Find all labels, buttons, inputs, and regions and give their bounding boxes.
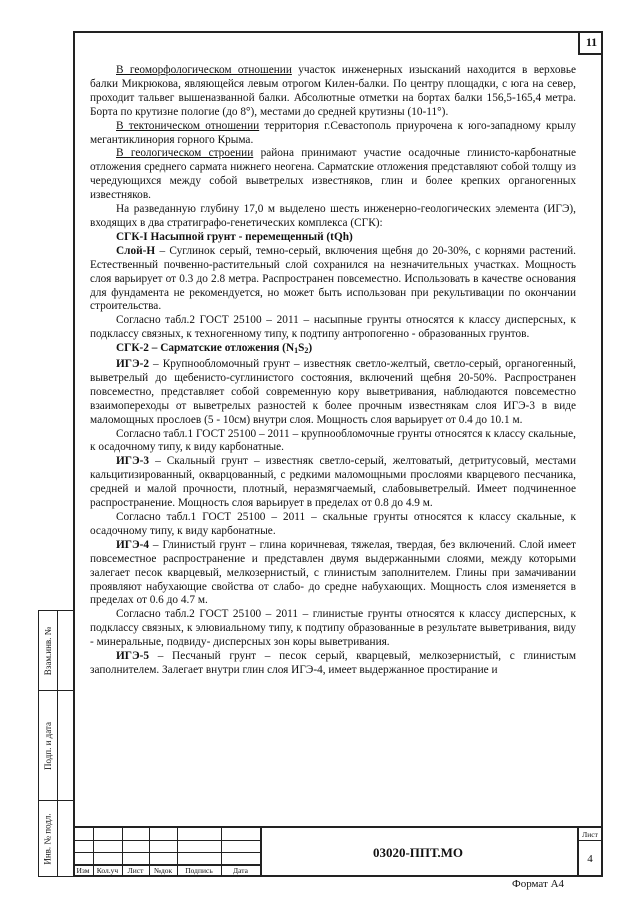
sheet-number: 4 [587,853,593,865]
stamp-label-replacement: Взам.инв. № [43,626,53,676]
heading-text: СГК-2 – Сарматские отложения (N [116,342,295,355]
stamp-label-inventory: Инв. № подл. [43,812,53,865]
paragraph-depth: На разведанную глубину 17,0 м выделено шесть инженерно-геологических элемента (ИГЭ), входящих в два стратиграфо-генетических комплекса (СГК): [90,203,576,229]
paragraph-lead: ИГЭ-4 [116,538,150,551]
paragraph-text: – Скальный грунт – известняк светло-серый, желтоватый, детритусовый, местами кальцитизированный, окварцованный, с редкими маломощными прослоями кварцевого песчаника, средней и малой прочности, плотный, неразмягчаемый, слабовыветрелый. Имеет подчиненное распространение. Мощность слоя варьирует в пределах от 0.8 до 4.9 м. [90,455,576,510]
heading-sgk1: СГК-I Насыпной грунт - перемещенный (tQh) [116,230,353,243]
heading-subscript: 1 [294,346,299,356]
paragraph-lead: В геологическом строении [116,147,254,160]
paragraph-text: – Глинистый грунт – глина коричневая, тяжелая, твердая, без включений. Слой имеет повсеместное распространение и представлен двумя выдержанными слоями, между которыми залегает песок кварцевый, мелкозернистый, с глинистым заполнителем. Глины при замачивании проявляют набухающие свойства от слабо- до средне набухающих. Мощность слоя изменяется в пределах от 0.6 до 4.7 м. [90,538,576,607]
paragraph-text: – Крупнообломочный грунт – известняк светло-желтый, светло-серый, органогенный, выветрелый до щебенисто-суглинистого состояния, включений щебня 20-50%. Распространен повсеместно, представляет собой современную кору выветривания, наблюдаются повсеместно взаимопереходы от выветрелых разностей к более прочным известнякам слоя ИГЭ-3 в виде маломощных прослоев (5 - 10см) внутри слоя. Мощность слоя варьирует от 0.4 до 10.1 м. [90,358,576,426]
paragraph-lead: ИГЭ-5 [116,650,150,663]
paragraph-layer-n [90,245,576,315]
col-kol-uch: Кол.уч [96,866,119,875]
heading-sgk2 [90,342,576,358]
paragraph-lead: Слой-Н [116,244,156,257]
margin-stamp [38,610,73,877]
paragraph-ige2 [90,358,576,428]
col-n-dok: №док [153,866,173,875]
sheet-label: Лист [579,828,601,841]
sheet-box [577,828,601,877]
title-block [73,826,603,877]
col-data: Дата [233,866,248,875]
heading-text: S [298,342,305,355]
paragraph-gost-fill: Согласно табл.2 ГОСТ 25100 – 2011 – насыпные грунты относятся к классу дисперсных, к подклассу связных, к техногенному типу, к подтипу антропогенно - образованных грунтов. [90,314,576,341]
paragraph-gost-clay: Согласно табл.2 ГОСТ 25100 – 2011 – глинистые грунты относятся к классу дисперсных, к подклассу связных, к элювиальному типу, к подтипу образованные в результате выветривания, виду - минеральные, подвиду- дисперсных зон коры выветривания. [90,608,576,649]
paragraph-ige4 [90,539,576,609]
stamp-label-signature-date: Подп. и дата [43,721,53,771]
paragraph-text: территория г.Севастополь приурочена к юго-западному крылу мегантиклинория горного Крыма. [90,119,576,146]
col-list: Лист [127,866,144,875]
document-body [90,64,576,678]
paragraph-ige3 [90,455,576,511]
paragraph-tectonic [90,120,576,148]
heading-text: ) [308,342,313,355]
paragraph-text: – Песчаный грунт – песок серый, кварцевый, мелкозернистый, с глинистым заполнителем. Залегает внутри глин слоя ИГЭ-4, имеет выдержанное простирание и [90,650,576,676]
paragraph-lead: ИГЭ-2 [116,358,150,371]
heading-subscript: 2 [304,346,309,356]
paragraph-geomorphology [90,64,576,120]
paragraph-ige5 [90,650,576,678]
format-label: Формат А4 [512,878,565,890]
paragraph-gost-rock: Согласно табл.1 ГОСТ 25100 – 2011 – скальные грунты относятся к классу скальные, к осадочному типу, к виду карбонатные. [90,511,576,537]
paragraph-lead: В тектоническом отношении [116,119,260,132]
paragraph-text: района принимают участие осадочные глинисто-карбонатные отложения среднего сармата нижнего неогена. Сарматские отложения представляют собой толщу из чередующихся между собой выветрелых известняков, глин и более крепких органогенных известняков. [90,147,576,202]
document-code: 03020-ППТ.МО [372,844,464,860]
page-number-top: 11 [578,31,603,55]
paragraph-gost-coarse: Согласно табл.1 ГОСТ 25100 – 2011 – крупнообломочные грунты относятся к классу скальные, к осадочному типу, к виду карбонатные. [90,427,576,454]
paragraph-text: участок инженерных изысканий находится в верховье балки Микрюкова, являющейся левым отрогом Килен-балки. По центру площадки, с юга на север, проходит тальвег вышеназванной балки. Абсолютные отметки на бортах балки 156,5-165,4 метра. Борта по крутизне пологие (до 8°), местами до средней крутизны (10-11°). [90,64,576,118]
paragraph-lead: ИГЭ-3 [116,455,150,468]
paragraph-text: – Суглинок серый, темно-серый, включения щебня до 20-30%, с корнями растений. Естественный почвенно-растительный слой сохранился на незначительных участках. Мощность слоя варьирует от 0.3 до 2.8 метра. Распространен повсеместно. Использовать в качестве основания для фундамента не рекомендуется, но может быть использован при рекультивации по окончании строительства. [90,244,576,313]
revision-grid [73,828,260,877]
paragraph-lead: В геоморфологическом отношении [116,64,292,76]
col-izm: Изм [76,866,90,875]
paragraph-geology [90,147,576,203]
col-podpis: Подпись [185,866,213,875]
